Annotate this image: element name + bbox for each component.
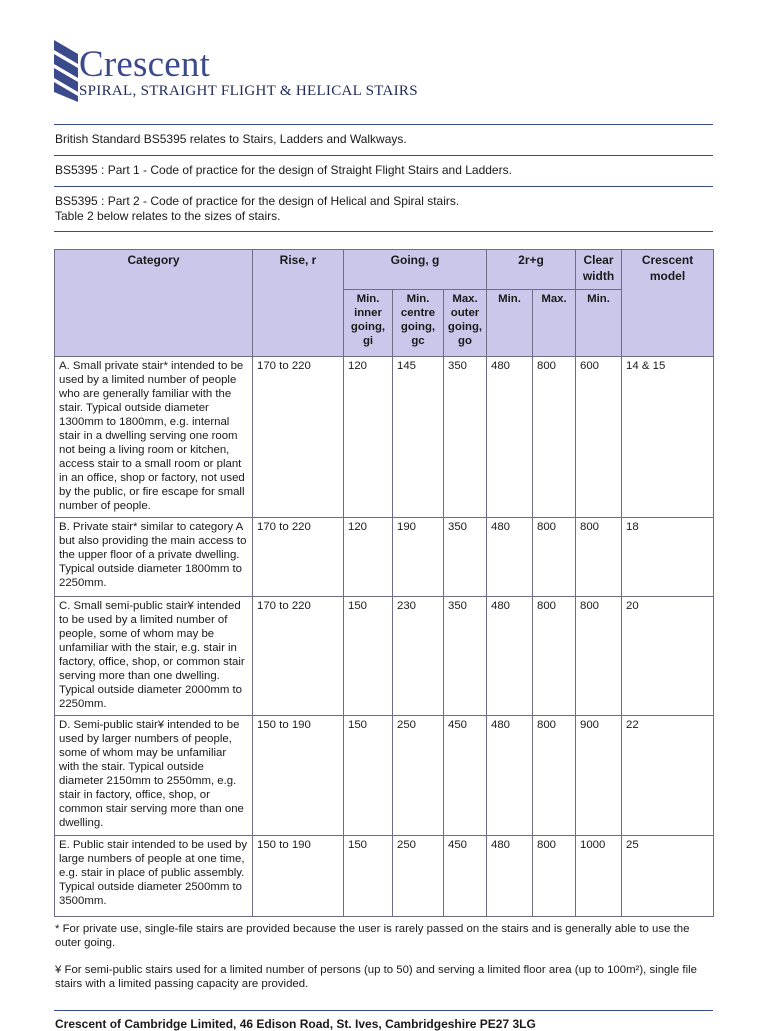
row-crescent-model: 14 & 15 <box>622 357 714 518</box>
row-category: B. Private stair* similar to category A but also providing the main access to the upper floor of a private dwelling. Typical outside diameter 1800mm to 2250mm. <box>55 518 253 597</box>
row-outer-going: 450 <box>444 716 487 836</box>
header-category: Category <box>55 250 253 357</box>
divider <box>54 1010 713 1011</box>
row-2rg-max: 800 <box>533 518 576 597</box>
row-outer-going: 450 <box>444 836 487 917</box>
row-inner-going: 150 <box>344 836 393 917</box>
row-centre-going: 250 <box>393 836 444 917</box>
row-2rg-max: 800 <box>533 836 576 917</box>
row-2rg-min: 480 <box>487 518 533 597</box>
stair-sizes-table <box>54 249 714 917</box>
divider <box>54 155 713 156</box>
intro-line-4: Table 2 below relates to the sizes of stairs. <box>55 209 281 223</box>
footnote-semi-public: ¥ For semi-public stairs used for a limited number of persons (up to 50) and serving a limited floor area (up to 100m²), single file stairs with a limited passing capacity are provided. <box>55 964 697 990</box>
row-rise: 150 to 190 <box>253 716 344 836</box>
row-rise: 150 to 190 <box>253 836 344 917</box>
row-rise: 170 to 220 <box>253 518 344 597</box>
brand-tagline: SPIRAL, STRAIGHT FLIGHT & HELICAL STAIRS <box>79 83 418 99</box>
row-clear-width: 900 <box>576 716 622 836</box>
row-clear-width: 800 <box>576 518 622 597</box>
row-rise: 170 to 220 <box>253 597 344 716</box>
row-category: C. Small semi-public stair¥ intended to be used by a limited number of people, some of whom may be unfamiliar with the stair, e.g. stair in factory, office, shop, or common stair serving more than one dwelling. Typical outside diameter 2000mm to 2250mm. <box>55 597 253 716</box>
table-row <box>55 716 714 836</box>
row-outer-going: 350 <box>444 357 487 518</box>
row-2rg-max: 800 <box>533 597 576 716</box>
row-2rg-max: 800 <box>533 357 576 518</box>
table-row <box>55 518 714 597</box>
row-centre-going: 250 <box>393 716 444 836</box>
crescent-logo-icon <box>54 40 78 102</box>
row-2rg-min: 480 <box>487 836 533 917</box>
footnote-private: * For private use, single-file stairs are provided because the user is rarely passed on the stairs and is generally able to use the outer going. <box>55 923 690 949</box>
row-crescent-model: 18 <box>622 518 714 597</box>
subheader-2rg-min: Min. <box>487 290 533 357</box>
row-clear-width: 800 <box>576 597 622 716</box>
intro-line-1: British Standard BS5395 relates to Stairs, Ladders and Walkways. <box>55 132 407 146</box>
row-centre-going: 145 <box>393 357 444 518</box>
row-category: D. Semi-public stair¥ intended to be used by larger numbers of people, some of whom may be unfamiliar with the stair. Typical outside diameter 2150mm to 2550mm, e.g. stair in factory, office, shop, or common stair serving more than one dwelling. <box>55 716 253 836</box>
table-row <box>55 836 714 917</box>
company-address: Crescent of Cambridge Limited, 46 Edison Road, St. Ives, Cambridgeshire PE27 3LG <box>55 1017 536 1031</box>
row-outer-going: 350 <box>444 597 487 716</box>
divider <box>54 231 713 232</box>
row-crescent-model: 20 <box>622 597 714 716</box>
subheader-width-min: Min. <box>576 290 622 357</box>
header-2rg: 2r+g <box>487 250 576 290</box>
row-category: E. Public stair intended to be used by large numbers of people at one time, e.g. stair in place of public assembly. Typical outside diameter 2500mm to 3500mm. <box>55 836 253 917</box>
row-crescent-model: 22 <box>622 716 714 836</box>
subheader-2rg-max: Max. <box>533 290 576 357</box>
row-2rg-min: 480 <box>487 357 533 518</box>
divider <box>54 186 713 187</box>
row-category: A. Small private stair* intended to be used by a limited number of people who are generally familiar with the stair. Typical outside diameter 1300mm to 1800mm, e.g. internal stair in a dwelling serving one room not being a living room or kitchen, access stair to a small room or plant in an office, shop or factory, not used by the public, or fire escape for small number of people. <box>55 357 253 518</box>
table-header-row <box>55 250 714 290</box>
header-going: Going, g <box>344 250 487 290</box>
row-outer-going: 350 <box>444 518 487 597</box>
row-inner-going: 150 <box>344 597 393 716</box>
header-crescent-model: Crescent model <box>622 250 714 357</box>
intro-line-2: BS5395 : Part 1 - Code of practice for the design of Straight Flight Stairs and Ladders. <box>55 163 512 177</box>
row-clear-width: 600 <box>576 357 622 518</box>
row-crescent-model: 25 <box>622 836 714 917</box>
divider <box>54 124 713 125</box>
brand-name: Crescent <box>79 44 211 85</box>
subheader-max-outer-going: Max. outer going, go <box>444 290 487 357</box>
subheader-min-centre-going: Min. centre going, gc <box>393 290 444 357</box>
row-2rg-max: 800 <box>533 716 576 836</box>
table-row <box>55 597 714 716</box>
row-2rg-min: 480 <box>487 716 533 836</box>
row-2rg-min: 480 <box>487 597 533 716</box>
row-rise: 170 to 220 <box>253 357 344 518</box>
row-clear-width: 1000 <box>576 836 622 917</box>
header-clear-width: Clear width <box>576 250 622 290</box>
intro-line-3: BS5395 : Part 2 - Code of practice for the design of Helical and Spiral stairs. <box>55 194 460 208</box>
row-centre-going: 190 <box>393 518 444 597</box>
subheader-min-inner-going: Min. inner going, gi <box>344 290 393 357</box>
header-rise: Rise, r <box>253 250 344 357</box>
row-inner-going: 120 <box>344 357 393 518</box>
table-row <box>55 357 714 518</box>
row-centre-going: 230 <box>393 597 444 716</box>
row-inner-going: 150 <box>344 716 393 836</box>
row-inner-going: 120 <box>344 518 393 597</box>
